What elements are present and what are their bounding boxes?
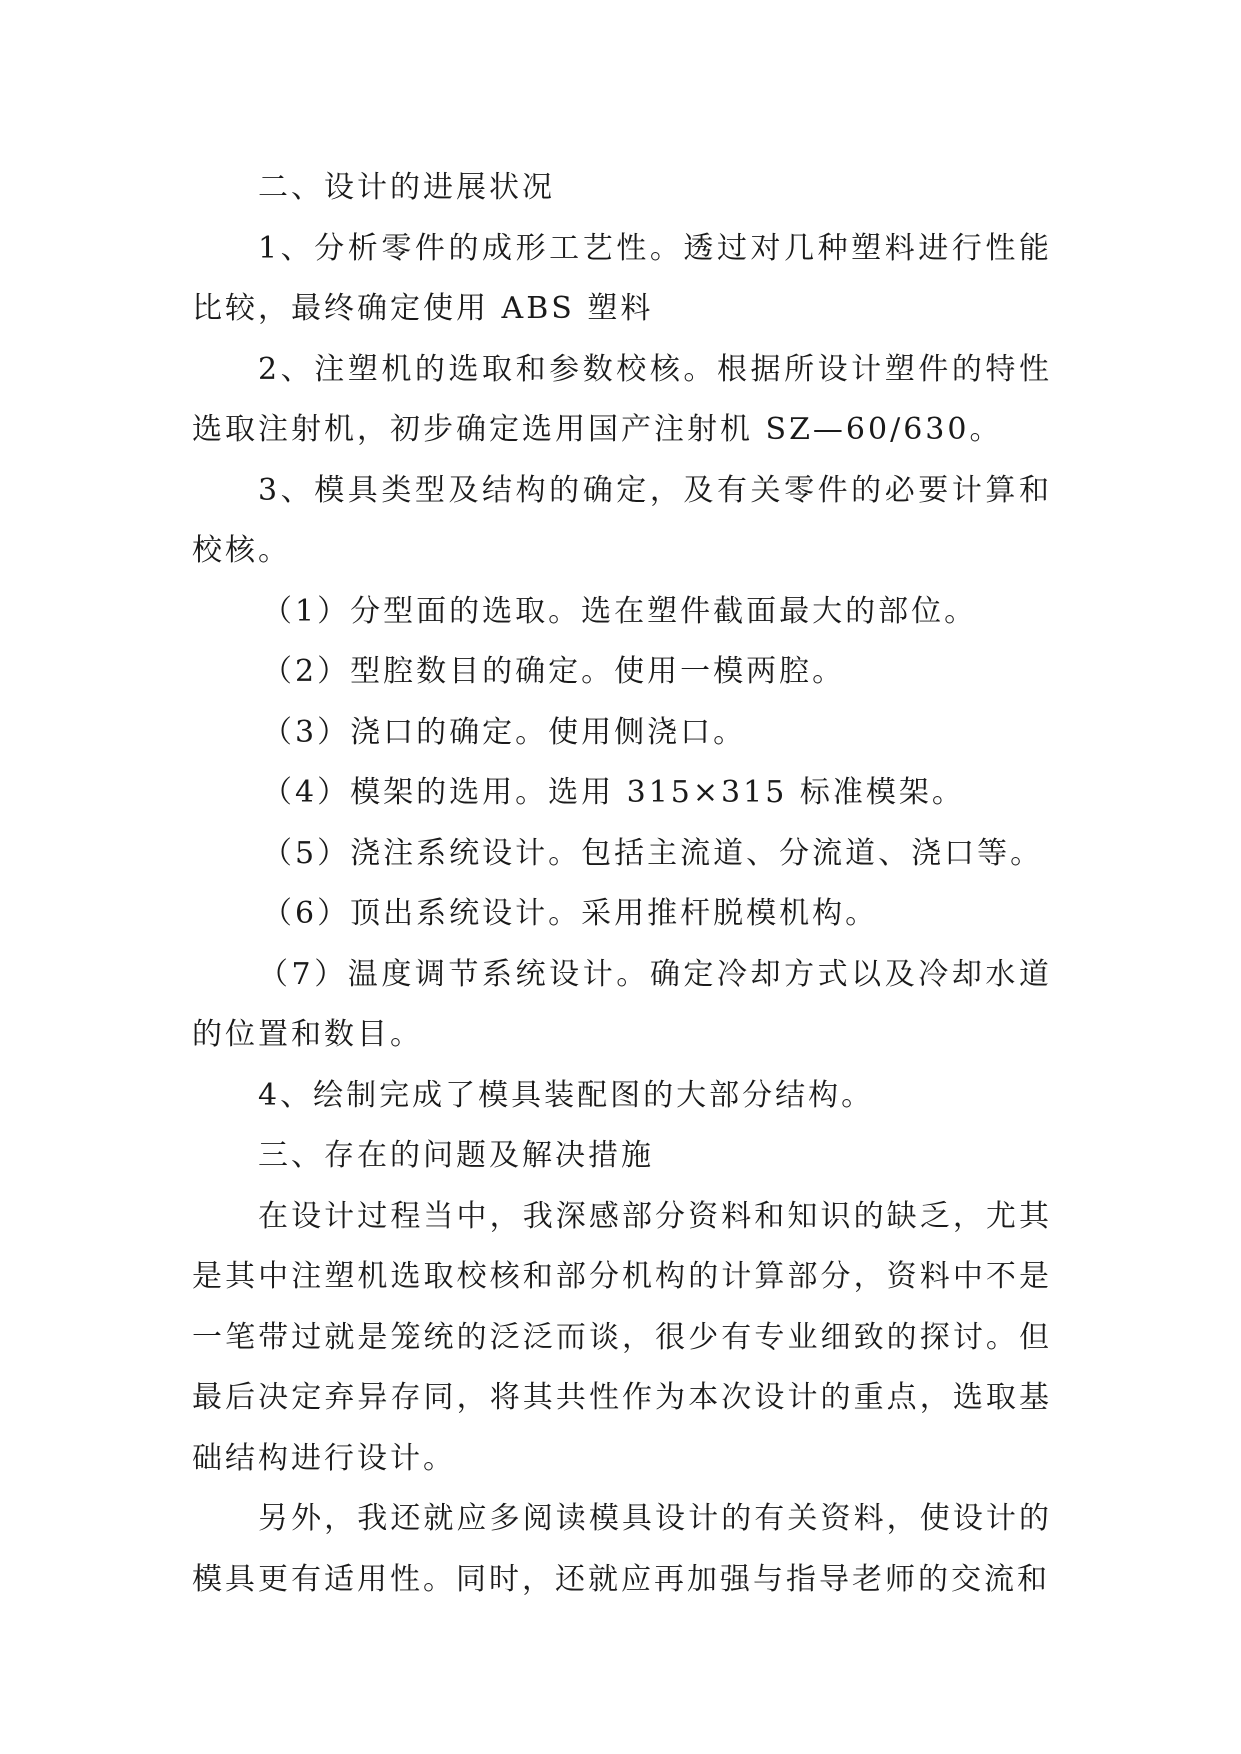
sub-item-2: （2）型腔数目的确定。使用一模两腔。 [262, 654, 846, 689]
document-body [192, 158, 1052, 1610]
sub-item-5: （5）浇注系统设计。包括主流道、分流道、浇口等。 [262, 835, 1044, 871]
sub-item-7: （7）温度调节系统设计。确定冷却方式以及冷却水道的位置和数目。 [192, 956, 1052, 1052]
sub-item-6: （6）顶出系统设计。采用推杆脱模机构。 [262, 896, 879, 931]
paragraph-item-1: 1、分析零件的成形工艺性。透过对几种塑料进行性能比较，最终确定使用 ABS 塑料 [192, 230, 1052, 326]
sub-item-1: （1）分型面的选取。选在塑件截面最大的部位。 [262, 593, 978, 629]
sub-item-4: （4）模架的选用。选用 315×315 标准模架。 [262, 775, 965, 810]
section-heading-progress: 二、设计的进展状况 [258, 170, 555, 205]
paragraph-issues-body: 在设计过程当中，我深感部分资料和知识的缺乏，尤其是其中注塑机选取校核和部分机构的计算部分，资料中不是一笔带过就是笼统的泛泛而谈，很少有专业细致的探讨。但最后决定弃异存同，将其共性作为本次设计的重点，选取基础结构进行设计。 [192, 1198, 1052, 1476]
sub-item-3: （3）浇口的确定。使用侧浇口。 [262, 714, 747, 750]
paragraph-additional: 另外，我还就应多阅读模具设计的有关资料，使设计的模具更有适用性。同时，还就应再加强与指导老师的交流和 [192, 1501, 1052, 1597]
section-heading-issues: 三、存在的问题及解决措施 [258, 1138, 654, 1173]
paragraph-item-3: 3、模具类型及结构的确定，及有关零件的必要计算和校核。 [192, 472, 1052, 568]
paragraph-item-2: 2、注塑机的选取和参数校核。根据所设计塑件的特性选取注射机，初步确定选用国产注射机 SZ—60/630。 [192, 351, 1052, 447]
paragraph-item-4: 4、绘制完成了模具装配图的大部分结构。 [258, 1077, 875, 1113]
